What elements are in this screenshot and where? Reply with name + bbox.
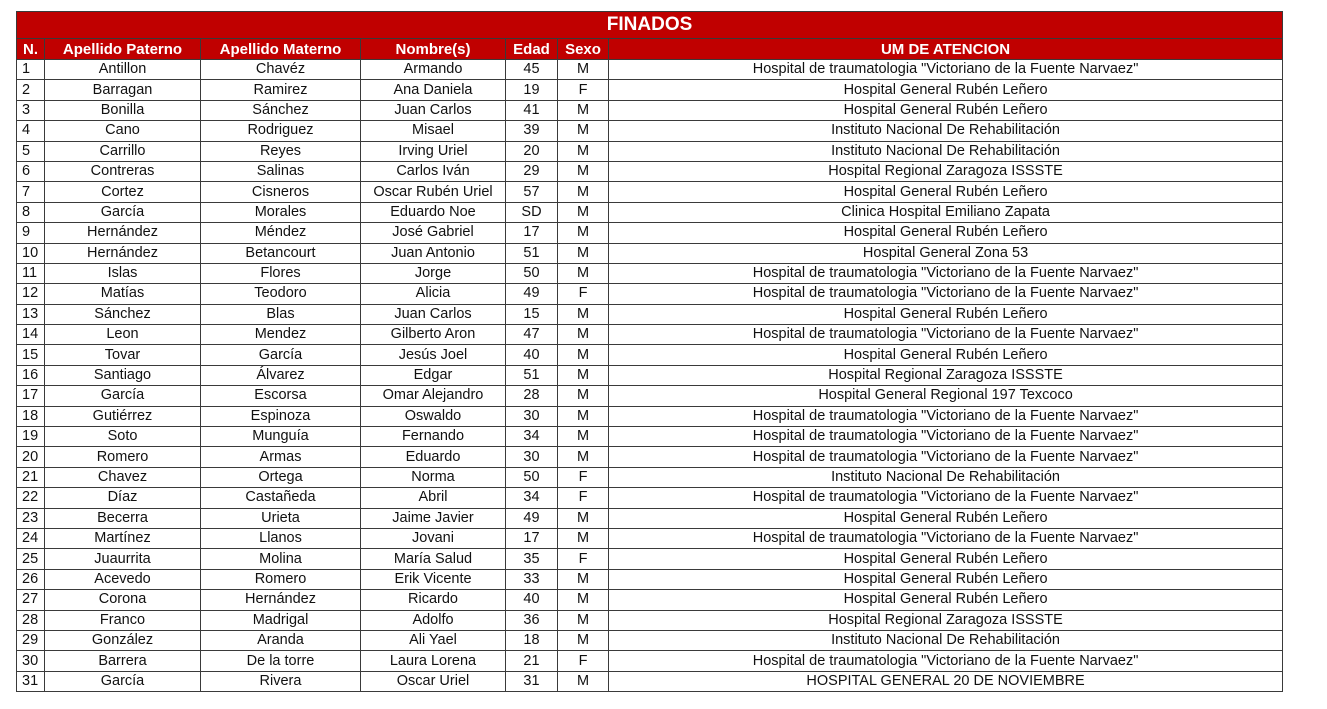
apellido-paterno-cell: García [45, 671, 201, 691]
apellido-paterno-cell: Gutiérrez [45, 406, 201, 426]
sexo-cell: M [558, 569, 609, 589]
table-row [17, 488, 1283, 508]
apellido-materno-cell: Llanos [201, 528, 361, 548]
sexo-cell: M [558, 610, 609, 630]
apellido-materno-cell: Reyes [201, 141, 361, 161]
um-de-atencion-cell: Hospital General Regional 197 Texcoco [609, 386, 1283, 406]
sexo-cell: F [558, 488, 609, 508]
row-number: 16 [17, 365, 45, 385]
um-de-atencion-cell: Hospital de traumatologia "Victoriano de la Fuente Narvaez" [609, 447, 1283, 467]
apellido-materno-cell: Chavéz [201, 60, 361, 80]
apellido-materno-cell: Teodoro [201, 284, 361, 304]
sexo-cell: F [558, 467, 609, 487]
sexo-cell: M [558, 345, 609, 365]
edad-cell: 51 [506, 243, 558, 263]
row-number: 23 [17, 508, 45, 528]
row-number: 3 [17, 100, 45, 120]
um-de-atencion-cell: Hospital General Rubén Leñero [609, 100, 1283, 120]
row-number: 1 [17, 60, 45, 80]
table-row [17, 549, 1283, 569]
column-header-sexo: Sexo [558, 39, 609, 60]
edad-cell: 18 [506, 630, 558, 650]
table-row [17, 671, 1283, 691]
table-row [17, 590, 1283, 610]
um-de-atencion-cell: Hospital de traumatologia "Victoriano de la Fuente Narvaez" [609, 488, 1283, 508]
um-de-atencion-cell: Hospital de traumatologia "Victoriano de la Fuente Narvaez" [609, 60, 1283, 80]
apellido-materno-cell: Méndez [201, 223, 361, 243]
apellido-materno-cell: Sánchez [201, 100, 361, 120]
apellido-paterno-cell: Leon [45, 325, 201, 345]
um-de-atencion-cell: Hospital de traumatologia "Victoriano de la Fuente Narvaez" [609, 325, 1283, 345]
nombre-cell: Laura Lorena [361, 651, 506, 671]
apellido-materno-cell: Ramirez [201, 80, 361, 100]
apellido-materno-cell: De la torre [201, 651, 361, 671]
apellido-paterno-cell: García [45, 386, 201, 406]
sexo-cell: M [558, 508, 609, 528]
edad-cell: 19 [506, 80, 558, 100]
apellido-paterno-cell: Corona [45, 590, 201, 610]
apellido-materno-cell: Betancourt [201, 243, 361, 263]
sexo-cell: M [558, 182, 609, 202]
apellido-paterno-cell: Sánchez [45, 304, 201, 324]
table-row [17, 345, 1283, 365]
nombre-cell: Ana Daniela [361, 80, 506, 100]
um-de-atencion-cell: Clinica Hospital Emiliano Zapata [609, 202, 1283, 222]
nombre-cell: José Gabriel [361, 223, 506, 243]
sexo-cell: M [558, 60, 609, 80]
row-number: 19 [17, 427, 45, 447]
sexo-cell: F [558, 651, 609, 671]
edad-cell: 17 [506, 223, 558, 243]
table-row [17, 141, 1283, 161]
header-row [17, 39, 1283, 60]
um-de-atencion-cell: HOSPITAL GENERAL 20 DE NOVIEMBRE [609, 671, 1283, 691]
apellido-paterno-cell: García [45, 202, 201, 222]
nombre-cell: Carlos Iván [361, 161, 506, 181]
row-number: 24 [17, 528, 45, 548]
um-de-atencion-cell: Instituto Nacional De Rehabilitación [609, 141, 1283, 161]
nombre-cell: Armando [361, 60, 506, 80]
um-de-atencion-cell: Hospital General Rubén Leñero [609, 590, 1283, 610]
um-de-atencion-cell: Hospital de traumatologia "Victoriano de la Fuente Narvaez" [609, 427, 1283, 447]
table-row [17, 427, 1283, 447]
sexo-cell: F [558, 549, 609, 569]
nombre-cell: Edgar [361, 365, 506, 385]
apellido-paterno-cell: Chavez [45, 467, 201, 487]
nombre-cell: Jaime Javier [361, 508, 506, 528]
table-row [17, 100, 1283, 120]
nombre-cell: María Salud [361, 549, 506, 569]
table-row [17, 182, 1283, 202]
nombre-cell: Misael [361, 121, 506, 141]
table-row [17, 263, 1283, 283]
nombre-cell: Juan Antonio [361, 243, 506, 263]
apellido-materno-cell: Álvarez [201, 365, 361, 385]
apellido-paterno-cell: Cano [45, 121, 201, 141]
table-row [17, 223, 1283, 243]
edad-cell: 15 [506, 304, 558, 324]
row-number: 17 [17, 386, 45, 406]
um-de-atencion-cell: Hospital de traumatologia "Victoriano de la Fuente Narvaez" [609, 284, 1283, 304]
table-row [17, 406, 1283, 426]
apellido-paterno-cell: Cortez [45, 182, 201, 202]
nombre-cell: Irving Uriel [361, 141, 506, 161]
nombre-cell: Jorge [361, 263, 506, 283]
sexo-cell: F [558, 284, 609, 304]
edad-cell: 28 [506, 386, 558, 406]
edad-cell: 50 [506, 263, 558, 283]
apellido-paterno-cell: Contreras [45, 161, 201, 181]
um-de-atencion-cell: Hospital Regional Zaragoza ISSSTE [609, 610, 1283, 630]
um-de-atencion-cell: Hospital de traumatologia "Victoriano de la Fuente Narvaez" [609, 263, 1283, 283]
row-number: 18 [17, 406, 45, 426]
apellido-materno-cell: Mendez [201, 325, 361, 345]
edad-cell: 45 [506, 60, 558, 80]
sexo-cell: M [558, 223, 609, 243]
nombre-cell: Alicia [361, 284, 506, 304]
table-row [17, 630, 1283, 650]
um-de-atencion-cell: Hospital Regional Zaragoza ISSSTE [609, 161, 1283, 181]
row-number: 21 [17, 467, 45, 487]
edad-cell: 30 [506, 406, 558, 426]
nombre-cell: Ali Yael [361, 630, 506, 650]
apellido-paterno-cell: Juaurrita [45, 549, 201, 569]
apellido-materno-cell: Morales [201, 202, 361, 222]
row-number: 8 [17, 202, 45, 222]
sexo-cell: M [558, 528, 609, 548]
apellido-materno-cell: Blas [201, 304, 361, 324]
nombre-cell: Abril [361, 488, 506, 508]
row-number: 25 [17, 549, 45, 569]
sexo-cell: M [558, 141, 609, 161]
row-number: 14 [17, 325, 45, 345]
apellido-materno-cell: Ortega [201, 467, 361, 487]
sexo-cell: M [558, 671, 609, 691]
edad-cell: 31 [506, 671, 558, 691]
apellido-paterno-cell: Díaz [45, 488, 201, 508]
sexo-cell: M [558, 304, 609, 324]
table-row [17, 651, 1283, 671]
apellido-materno-cell: Madrigal [201, 610, 361, 630]
table-row [17, 325, 1283, 345]
nombre-cell: Jovani [361, 528, 506, 548]
sexo-cell: M [558, 161, 609, 181]
sexo-cell: M [558, 630, 609, 650]
row-number: 11 [17, 263, 45, 283]
edad-cell: 40 [506, 345, 558, 365]
table-row [17, 121, 1283, 141]
edad-cell: 57 [506, 182, 558, 202]
row-number: 29 [17, 630, 45, 650]
um-de-atencion-cell: Hospital Regional Zaragoza ISSSTE [609, 365, 1283, 385]
table-row [17, 386, 1283, 406]
sexo-cell: M [558, 100, 609, 120]
row-number: 22 [17, 488, 45, 508]
apellido-paterno-cell: Carrillo [45, 141, 201, 161]
apellido-paterno-cell: Soto [45, 427, 201, 447]
edad-cell: 34 [506, 488, 558, 508]
um-de-atencion-cell: Hospital General Rubén Leñero [609, 508, 1283, 528]
nombre-cell: Juan Carlos [361, 304, 506, 324]
um-de-atencion-cell: Hospital de traumatologia "Victoriano de la Fuente Narvaez" [609, 651, 1283, 671]
um-de-atencion-cell: Instituto Nacional De Rehabilitación [609, 630, 1283, 650]
nombre-cell: Juan Carlos [361, 100, 506, 120]
column-header-edad: Edad [506, 39, 558, 60]
sexo-cell: M [558, 590, 609, 610]
table-title: FINADOS [17, 12, 1283, 39]
sexo-cell: M [558, 121, 609, 141]
sexo-cell: M [558, 427, 609, 447]
apellido-materno-cell: Escorsa [201, 386, 361, 406]
apellido-materno-cell: Espinoza [201, 406, 361, 426]
um-de-atencion-cell: Hospital General Zona 53 [609, 243, 1283, 263]
sexo-cell: M [558, 447, 609, 467]
title-row [17, 12, 1283, 39]
edad-cell: 30 [506, 447, 558, 467]
apellido-materno-cell: Rivera [201, 671, 361, 691]
um-de-atencion-cell: Hospital General Rubén Leñero [609, 549, 1283, 569]
nombre-cell: Oscar Uriel [361, 671, 506, 691]
apellido-paterno-cell: Hernández [45, 243, 201, 263]
apellido-materno-cell: Salinas [201, 161, 361, 181]
um-de-atencion-cell: Hospital General Rubén Leñero [609, 80, 1283, 100]
nombre-cell: Fernando [361, 427, 506, 447]
nombre-cell: Oscar Rubén Uriel [361, 182, 506, 202]
row-number: 13 [17, 304, 45, 324]
apellido-materno-cell: Castañeda [201, 488, 361, 508]
edad-cell: 40 [506, 590, 558, 610]
nombre-cell: Eduardo [361, 447, 506, 467]
edad-cell: 20 [506, 141, 558, 161]
table-row [17, 610, 1283, 630]
table-row [17, 80, 1283, 100]
nombre-cell: Ricardo [361, 590, 506, 610]
nombre-cell: Eduardo Noe [361, 202, 506, 222]
um-de-atencion-cell: Hospital General Rubén Leñero [609, 345, 1283, 365]
edad-cell: 49 [506, 284, 558, 304]
apellido-materno-cell: Hernández [201, 590, 361, 610]
apellido-paterno-cell: Martínez [45, 528, 201, 548]
row-number: 2 [17, 80, 45, 100]
apellido-materno-cell: Rodriguez [201, 121, 361, 141]
apellido-paterno-cell: Franco [45, 610, 201, 630]
sexo-cell: M [558, 386, 609, 406]
apellido-paterno-cell: Becerra [45, 508, 201, 528]
row-number: 12 [17, 284, 45, 304]
nombre-cell: Norma [361, 467, 506, 487]
apellido-materno-cell: Urieta [201, 508, 361, 528]
apellido-paterno-cell: Hernández [45, 223, 201, 243]
apellido-paterno-cell: Matías [45, 284, 201, 304]
edad-cell: 29 [506, 161, 558, 181]
column-header-number: N. [17, 39, 45, 60]
edad-cell: 41 [506, 100, 558, 120]
edad-cell: 39 [506, 121, 558, 141]
um-de-atencion-cell: Hospital General Rubén Leñero [609, 223, 1283, 243]
row-number: 20 [17, 447, 45, 467]
sexo-cell: M [558, 202, 609, 222]
apellido-paterno-cell: Santiago [45, 365, 201, 385]
edad-cell: 47 [506, 325, 558, 345]
table-row [17, 528, 1283, 548]
edad-cell: 34 [506, 427, 558, 447]
apellido-materno-cell: Armas [201, 447, 361, 467]
um-de-atencion-cell: Hospital de traumatologia "Victoriano de la Fuente Narvaez" [609, 406, 1283, 426]
table-row [17, 365, 1283, 385]
sexo-cell: M [558, 365, 609, 385]
um-de-atencion-cell: Instituto Nacional De Rehabilitación [609, 121, 1283, 141]
um-de-atencion-cell: Hospital General Rubén Leñero [609, 182, 1283, 202]
edad-cell: 21 [506, 651, 558, 671]
row-number: 9 [17, 223, 45, 243]
um-de-atencion-cell: Hospital General Rubén Leñero [609, 304, 1283, 324]
row-number: 15 [17, 345, 45, 365]
row-number: 27 [17, 590, 45, 610]
table-row [17, 202, 1283, 222]
apellido-paterno-cell: Bonilla [45, 100, 201, 120]
apellido-materno-cell: García [201, 345, 361, 365]
apellido-paterno-cell: Tovar [45, 345, 201, 365]
table-row [17, 284, 1283, 304]
apellido-paterno-cell: González [45, 630, 201, 650]
column-header-um-de-atencion: UM DE ATENCION [609, 39, 1283, 60]
sexo-cell: M [558, 243, 609, 263]
um-de-atencion-cell: Hospital General Rubén Leñero [609, 569, 1283, 589]
row-number: 31 [17, 671, 45, 691]
apellido-materno-cell: Molina [201, 549, 361, 569]
apellido-paterno-cell: Romero [45, 447, 201, 467]
row-number: 6 [17, 161, 45, 181]
apellido-paterno-cell: Antillon [45, 60, 201, 80]
row-number: 28 [17, 610, 45, 630]
edad-cell: 51 [506, 365, 558, 385]
sexo-cell: M [558, 263, 609, 283]
row-number: 7 [17, 182, 45, 202]
table-body [17, 60, 1283, 692]
apellido-materno-cell: Romero [201, 569, 361, 589]
apellido-paterno-cell: Barrera [45, 651, 201, 671]
apellido-materno-cell: Cisneros [201, 182, 361, 202]
table-row [17, 161, 1283, 181]
sexo-cell: F [558, 80, 609, 100]
row-number: 4 [17, 121, 45, 141]
table-row [17, 304, 1283, 324]
edad-cell: 49 [506, 508, 558, 528]
finados-table [16, 11, 1283, 692]
um-de-atencion-cell: Hospital de traumatologia "Victoriano de la Fuente Narvaez" [609, 528, 1283, 548]
edad-cell: 17 [506, 528, 558, 548]
nombre-cell: Oswaldo [361, 406, 506, 426]
edad-cell: 36 [506, 610, 558, 630]
nombre-cell: Omar Alejandro [361, 386, 506, 406]
table-row [17, 467, 1283, 487]
row-number: 10 [17, 243, 45, 263]
column-header-apellido-materno: Apellido Materno [201, 39, 361, 60]
apellido-paterno-cell: Acevedo [45, 569, 201, 589]
table-row [17, 447, 1283, 467]
apellido-materno-cell: Flores [201, 263, 361, 283]
column-header-nombre: Nombre(s) [361, 39, 506, 60]
edad-cell: SD [506, 202, 558, 222]
table-row [17, 60, 1283, 80]
apellido-paterno-cell: Barragan [45, 80, 201, 100]
column-header-apellido-paterno: Apellido Paterno [45, 39, 201, 60]
edad-cell: 50 [506, 467, 558, 487]
edad-cell: 35 [506, 549, 558, 569]
nombre-cell: Gilberto Aron [361, 325, 506, 345]
apellido-materno-cell: Munguía [201, 427, 361, 447]
apellido-materno-cell: Aranda [201, 630, 361, 650]
sexo-cell: M [558, 325, 609, 345]
row-number: 5 [17, 141, 45, 161]
table-row [17, 243, 1283, 263]
row-number: 26 [17, 569, 45, 589]
edad-cell: 33 [506, 569, 558, 589]
row-number: 30 [17, 651, 45, 671]
table-row [17, 508, 1283, 528]
nombre-cell: Adolfo [361, 610, 506, 630]
apellido-paterno-cell: Islas [45, 263, 201, 283]
nombre-cell: Erik Vicente [361, 569, 506, 589]
um-de-atencion-cell: Instituto Nacional De Rehabilitación [609, 467, 1283, 487]
sexo-cell: M [558, 406, 609, 426]
table-row [17, 569, 1283, 589]
nombre-cell: Jesús Joel [361, 345, 506, 365]
